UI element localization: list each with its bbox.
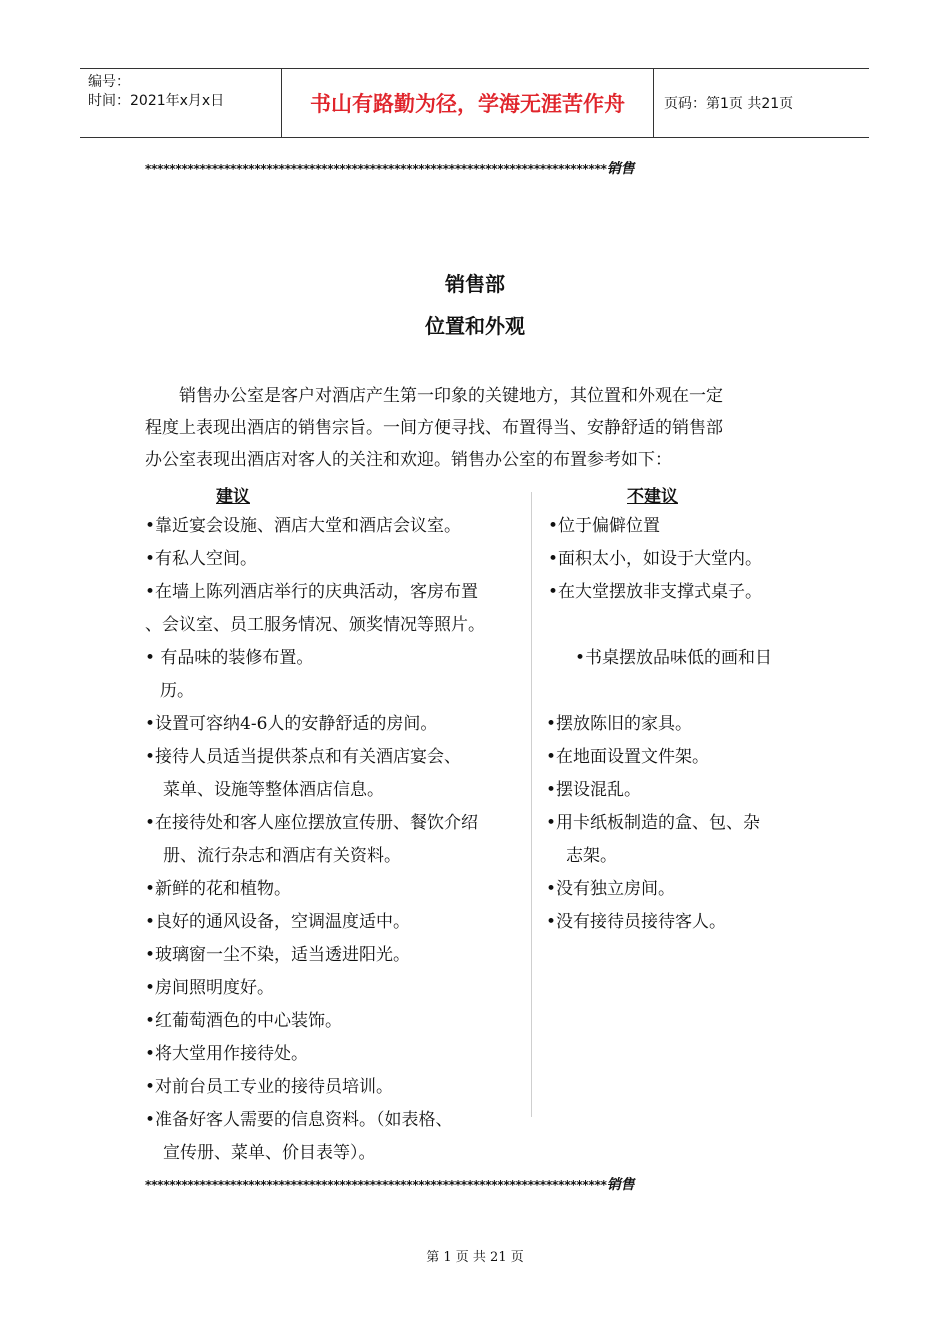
list-item: •房间照明度好。 <box>145 978 275 998</box>
time-label: 时间：2021年x月x日 <box>88 93 225 109</box>
list-item: •没有独立房间。 <box>546 879 676 899</box>
list-item: 菜单、设施等整体酒店信息。 <box>163 780 384 800</box>
list-item: •摆放陈旧的家具。 <box>546 714 693 734</box>
list-item: • 有品味的装修布置。 <box>145 648 314 668</box>
list-item: •面积太小，如设于大堂内。 <box>548 549 763 569</box>
list-item: •位于偏僻位置 <box>548 516 661 536</box>
list-item: 、会议室、员工服务情况、颁奖情况等照片。 <box>145 615 485 635</box>
star-divider-bottom <box>145 1174 845 1194</box>
list-item: •有私人空间。 <box>145 549 258 569</box>
list-item: •摆设混乱。 <box>546 780 642 800</box>
intro-line: 办公室表现出酒店对客人的关注和欢迎。销售办公室的布置参考如下： <box>145 450 672 470</box>
dept-title: 销售部 <box>445 272 505 296</box>
list-item: •玻璃窗一尘不染，适当透进阳光。 <box>145 945 411 965</box>
not-recommend-heading: 不建议 <box>627 487 678 507</box>
document-header <box>80 68 869 138</box>
section-subtitle: 位置和外观 <box>425 314 525 338</box>
list-item: •接待人员适当提供茶点和有关酒店宴会、 <box>145 747 462 767</box>
list-item: 宣传册、菜单、价目表等）。 <box>163 1143 376 1163</box>
intro-line: 销售办公室是客户对酒店产生第一印象的关键地方，其位置和外观在一定 <box>179 386 723 406</box>
intro-paragraph <box>145 380 810 476</box>
list-item: •红葡萄酒色的中心装饰。 <box>145 1011 343 1031</box>
number-label: 编号： <box>88 74 130 90</box>
list-item: •新鲜的花和植物。 <box>145 879 292 899</box>
list-item: •在大堂摆放非支撑式桌子。 <box>548 582 763 602</box>
list-item: •用卡纸板制造的盒、包、杂 <box>546 813 761 833</box>
list-item: •在接待处和客人座位摆放宣传册、餐饮介绍 <box>145 813 479 833</box>
list-item: •将大堂用作接待处。 <box>145 1044 309 1064</box>
list-item: •书桌摆放品味低的画和日 <box>575 648 773 668</box>
star-line: **************************************************************************** <box>145 162 607 176</box>
list-item: 志架。 <box>566 846 617 866</box>
divider-tag: 销售 <box>606 161 635 177</box>
list-item: •靠近宴会设施、酒店大堂和酒店会议室。 <box>145 516 462 536</box>
header-page-info: 页码：第1页 共21页 <box>664 96 794 112</box>
list-item: •设置可容纳4-6人的安静舒适的房间。 <box>145 714 438 734</box>
star-line: **************************************************************************** <box>145 1178 607 1192</box>
page-number-footer: 第 1 页 共 21 页 <box>426 1250 524 1265</box>
column-divider <box>531 492 532 1117</box>
recommend-heading: 建议 <box>216 487 250 507</box>
list-item: 历。 <box>160 681 194 701</box>
list-item: 册、流行杂志和酒店有关资料。 <box>163 846 401 866</box>
star-divider-top <box>145 158 845 178</box>
divider-tag: 销售 <box>606 1177 635 1193</box>
list-item: •良好的通风设备，空调温度适中。 <box>145 912 411 932</box>
list-item: •准备好客人需要的信息资料。（如表格、 <box>145 1110 453 1130</box>
list-item: •在地面设置文件架。 <box>546 747 710 767</box>
list-item: •没有接待员接待客人。 <box>546 912 727 932</box>
header-meta <box>80 69 281 137</box>
list-item: •在墙上陈列酒店举行的庆典活动，客房布置 <box>145 582 479 602</box>
list-item: •对前台员工专业的接待员培训。 <box>145 1077 394 1097</box>
intro-line: 程度上表现出酒店的销售宗旨。一间方便寻找、布置得当、安静舒适的销售部 <box>145 418 723 438</box>
header-motto: 书山有路勤为径，学海无涯苦作舟 <box>281 69 654 137</box>
